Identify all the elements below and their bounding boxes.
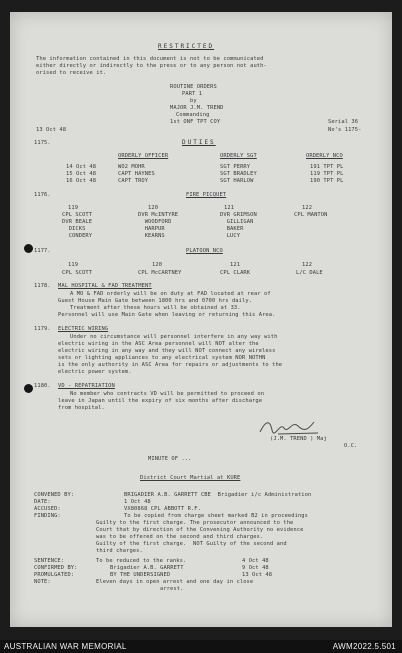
notice-line: The information contained in this document is not to be communicated xyxy=(36,56,264,62)
order-text: Guest House Main Gate between 1800 hrs and 0700 hrs daily. xyxy=(58,298,253,304)
order-date: 13 Oct 48 xyxy=(36,127,67,133)
column-header: ORDERLY OFFICER xyxy=(118,153,169,159)
picquet-member: BAKER xyxy=(220,226,244,232)
handwritten-signature xyxy=(256,416,326,438)
picquet-member: CPL SCOTT xyxy=(62,212,93,218)
platoon-number: 121 xyxy=(224,205,235,211)
platoon-number: 119 xyxy=(68,262,79,268)
order-text: electric wiring in any way and they will NOT connect any wireless xyxy=(58,348,276,354)
court-martial-value: BY THE UNDERSIGNED xyxy=(110,572,171,578)
section-heading: MAL HOSPITAL & FAD TREATMENT xyxy=(58,283,152,289)
court-martial-value: Eleven days in open arrest and one day in close xyxy=(96,579,254,585)
section-heading: FIRE PICQUET xyxy=(186,192,227,198)
court-martial-key: CONVENED BY: xyxy=(34,492,75,498)
court-martial-value: third charges. xyxy=(96,548,143,554)
court-martial-value: To be reduced to the ranks. xyxy=(96,558,187,564)
section-heading: DUTIES xyxy=(182,139,216,146)
duty-officer: WO2 MOHR xyxy=(118,164,145,170)
platoon-number: 120 xyxy=(152,262,163,268)
picquet-member: DICKS xyxy=(62,226,86,232)
order-text: A MO & FAD orderly will be on duty at FAD located at rear of xyxy=(70,291,271,297)
court-martial-value: Brigadier A.B. GARRETT xyxy=(110,565,184,571)
court-martial-value: was to be offered on the second and third charges. xyxy=(96,534,264,540)
duty-sergeant: SGT HARLOW xyxy=(220,178,254,184)
court-martial-value: Court that by direction of the Convening Authority no evidence xyxy=(96,527,304,533)
duty-nco: 119 TPT PL xyxy=(310,171,344,177)
platoon-nco: CPL SCOTT xyxy=(62,270,93,276)
court-martial-value: Guilty of the first charge. NOT Guilty of the second and xyxy=(96,541,287,547)
section-heading: ELECTRIC WIRING xyxy=(58,326,109,332)
order-text: from hospital. xyxy=(58,405,105,411)
picquet-member: HARPUR xyxy=(138,226,165,232)
order-text: Under no circumstance will personnel interfere in any way with xyxy=(70,334,278,340)
court-martial-key: NOTE: xyxy=(34,579,51,585)
picquet-member: DVR McINTYRE xyxy=(138,212,179,218)
court-martial-value: 1 Oct 48 xyxy=(124,499,151,505)
picquet-member: DVR BEALE xyxy=(62,219,93,225)
court-martial-key: ACCUSED: xyxy=(34,506,61,512)
section-heading: MINUTE OF ... xyxy=(148,456,192,462)
duty-sergeant: SGT PERRY xyxy=(220,164,251,170)
order-text: leave in Japan until the expiry of six months after discharge xyxy=(58,398,263,404)
notice-line: either directly or indirectly to the press or to any person not auth- xyxy=(36,63,267,69)
court-martial-key: FINDING: xyxy=(34,513,61,519)
title-line: PART 1 xyxy=(182,91,203,97)
platoon-nco: L/C DALE xyxy=(296,270,323,276)
order-text: electric power system. xyxy=(58,369,132,375)
picquet-member: DVR GRIMSON xyxy=(220,212,257,218)
picquet-member: GILLIGAN xyxy=(220,219,254,225)
order-text: sets or lighting appliances to any electrical system NOR NOTHN xyxy=(58,355,266,361)
punch-hole xyxy=(24,384,33,393)
court-martial-value: BRIGADIER A.B. GARRETT CBE Brigadier i/c Administration xyxy=(124,492,312,498)
court-martial-key: CONFIRMED BY: xyxy=(34,565,78,571)
title-line: ROUTINE ORDERS xyxy=(170,84,217,90)
court-martial-value: arrest. xyxy=(160,586,184,592)
section-heading: PLATOON NCO xyxy=(186,248,223,254)
duty-date: 14 Oct 48 xyxy=(66,164,97,170)
duty-sergeant: SGT BRADLEY xyxy=(220,171,257,177)
platoon-number: 119 xyxy=(68,205,79,211)
column-header: ORDERLY SGT xyxy=(220,153,257,159)
court-martial-title: District Court Martial at KURE xyxy=(140,475,241,481)
order-text: Personnel will use Main Gate when leaving or returning this Area. xyxy=(58,312,276,318)
order-number: 1176. xyxy=(34,192,51,198)
title-line: 1st ONF TPT COY xyxy=(170,119,221,125)
signature-title: O.C. xyxy=(344,443,358,449)
platoon-number: 120 xyxy=(148,205,159,211)
order-text: No member who contracts VD will be permitted to proceed on xyxy=(70,391,265,397)
picquet-member: LUCY xyxy=(220,233,241,239)
archive-footer xyxy=(0,640,402,653)
order-number: 1180. xyxy=(34,383,51,389)
picquet-member: CPL MANTON xyxy=(294,212,328,218)
classification-heading: RESTRICTED xyxy=(158,43,215,50)
court-martial-key: SENTENCE: xyxy=(34,558,65,564)
court-martial-value: Guilty to the first charge. The prosecutor announced to the xyxy=(96,520,294,526)
court-martial-date: 13 Oct 48 xyxy=(242,572,273,578)
order-number: 1177. xyxy=(34,248,51,254)
platoon-nco: CPL CLARK xyxy=(220,270,251,276)
platoon-number: 122 xyxy=(302,262,313,268)
duty-date: 15 Oct 48 xyxy=(66,171,97,177)
court-martial-date: 4 Oct 48 xyxy=(242,558,269,564)
duty-officer: CAPT HAYNES xyxy=(118,171,155,177)
duty-officer: CAPT TROY xyxy=(118,178,149,184)
footer-institution: AUSTRALIAN WAR MEMORIAL xyxy=(4,642,127,651)
section-heading: VD - REPATRIATION xyxy=(58,383,115,389)
serial-number: Serial 36 xyxy=(328,119,359,125)
column-header: ORDERLY NCO xyxy=(306,153,343,159)
duty-nco: 190 TPT PL xyxy=(310,178,344,184)
court-martial-key: DATE: xyxy=(34,499,51,505)
duty-date: 16 Oct 48 xyxy=(66,178,97,184)
picquet-member: CONDERY xyxy=(62,233,93,239)
court-martial-key: PROMULGATED: xyxy=(34,572,75,578)
order-number: 1175. xyxy=(34,140,51,146)
platoon-nco: CPL McCARTNEY xyxy=(138,270,182,276)
punch-hole xyxy=(24,244,33,253)
order-number: 1178. xyxy=(34,283,51,289)
platoon-number: 121 xyxy=(230,262,241,268)
platoon-number: 122 xyxy=(302,205,313,211)
footer-accession-number: AWM2022.5.501 xyxy=(332,642,396,651)
notice-line: orised to receive it. xyxy=(36,70,107,76)
court-martial-value: To be copied from charge sheet marked B2 in proceedings xyxy=(124,513,308,519)
title-line: Commanding xyxy=(176,112,210,118)
court-martial-value: VX80868 CPL ABBOTT R.F. xyxy=(124,506,201,512)
picquet-member: KEARNS xyxy=(138,233,165,239)
order-text: electric wiring in the ASC Area personnel will NOT alter the xyxy=(58,341,259,347)
duty-nco: 191 TPT PL xyxy=(310,164,344,170)
title-line: by xyxy=(190,98,197,104)
picquet-member: WOODFORD xyxy=(138,219,172,225)
court-martial-date: 9 Oct 48 xyxy=(242,565,269,571)
order-text: is the only authority in ASC Area for repairs or adjustments to the xyxy=(58,362,283,368)
title-line: MAJOR J.M. TREND xyxy=(170,105,224,111)
signature-block: (J.M. TREND ) Maj xyxy=(270,436,327,442)
document-page xyxy=(10,12,392,627)
order-text: Treatment after these hours will be obtained at 33. xyxy=(70,305,241,311)
order-number: 1179. xyxy=(34,326,51,332)
order-numbers: No's 1175- xyxy=(328,127,362,133)
